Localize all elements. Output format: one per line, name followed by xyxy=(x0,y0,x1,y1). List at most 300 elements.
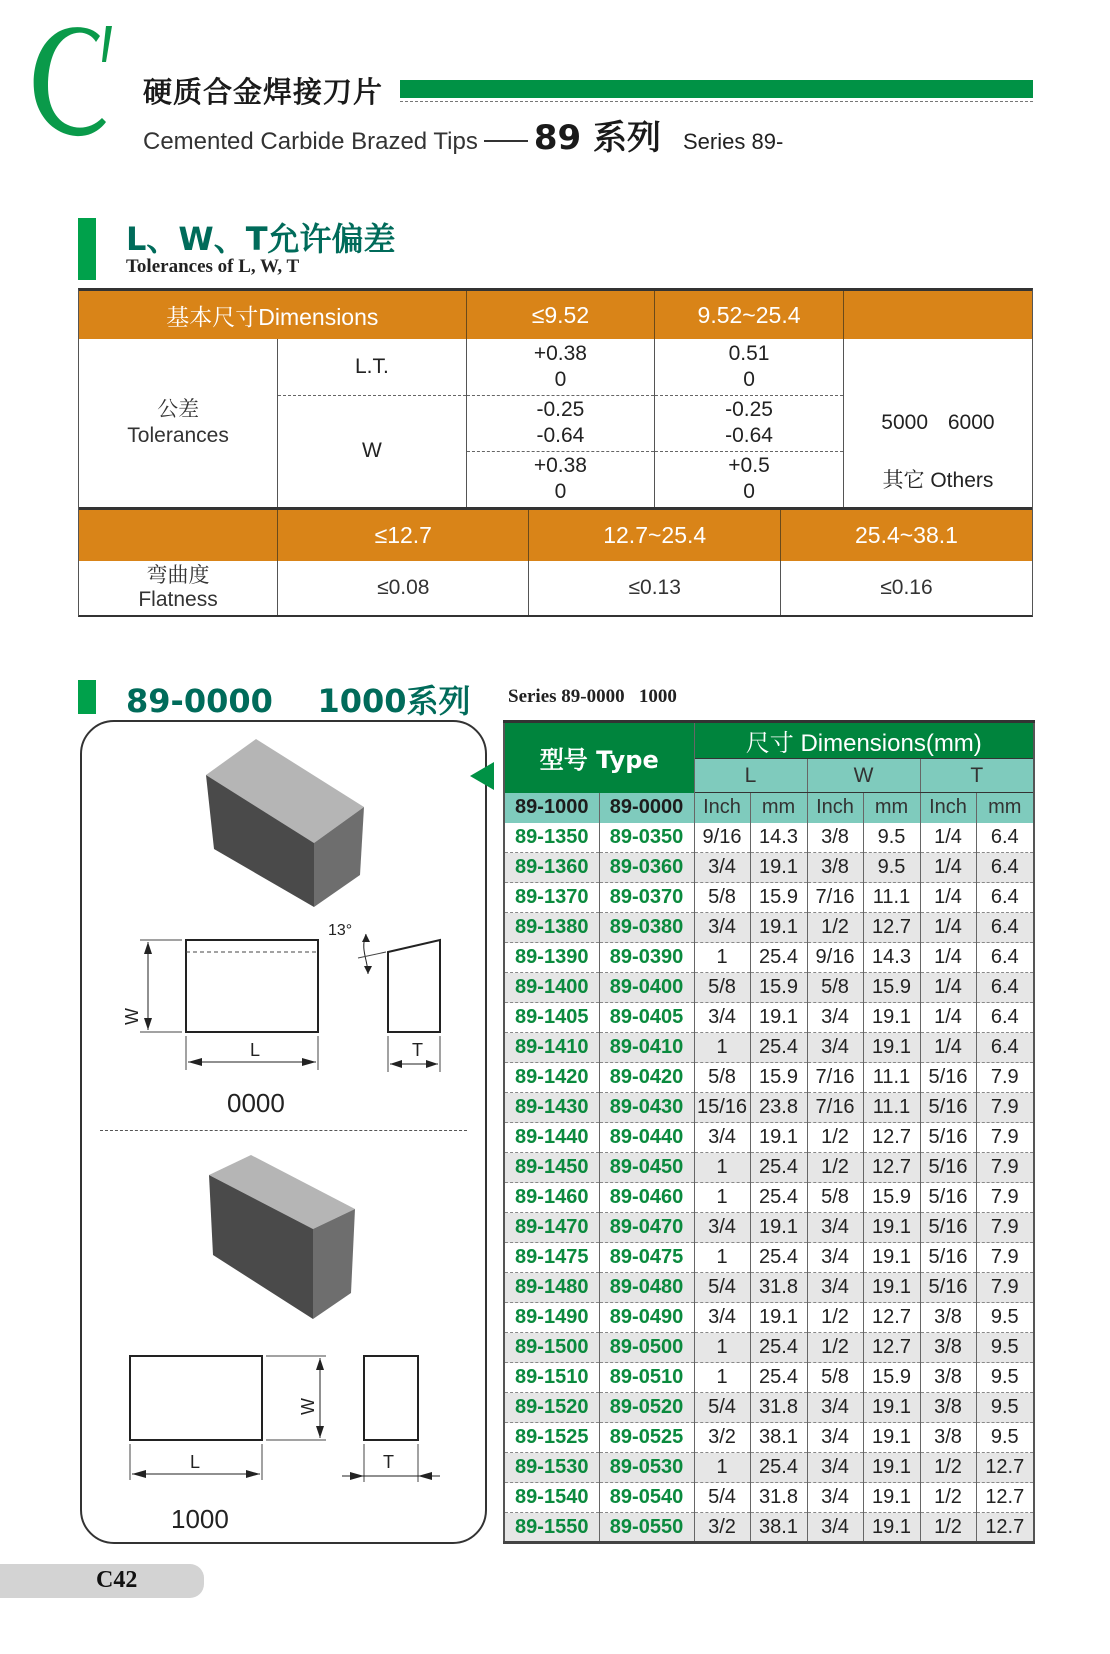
dimension-cell: 19.1 xyxy=(750,913,807,943)
dimension-cell: 1/2 xyxy=(807,1153,863,1183)
dimension-cell: 6.4 xyxy=(976,883,1034,913)
dimension-cell: 3/4 xyxy=(807,1243,863,1273)
page-number: C42 xyxy=(96,1567,138,1593)
type-code-cell: 89-0430 xyxy=(599,1093,694,1123)
dimension-cell: 3/4 xyxy=(694,1003,750,1033)
dimension-cell: 19.1 xyxy=(750,853,807,883)
dimension-cell: 3/2 xyxy=(694,1423,750,1453)
dimension-cell: 1/4 xyxy=(920,883,976,913)
table-row xyxy=(504,1303,1034,1333)
dimension-cell: 6.4 xyxy=(976,973,1034,1003)
sub-header-t: T xyxy=(920,759,1034,793)
value: +0.38 xyxy=(533,341,587,365)
angle-label: 13° xyxy=(328,922,353,939)
table-row xyxy=(504,853,1034,883)
dimension-cell: 1/2 xyxy=(920,1483,976,1513)
type-code-cell: 89-1530 xyxy=(504,1453,599,1483)
type-code-cell: 89-1540 xyxy=(504,1483,599,1513)
caption-1000: 1000 xyxy=(171,1504,229,1534)
dimension-cell: 31.8 xyxy=(750,1273,807,1303)
value: -0.64 xyxy=(536,424,585,447)
dimension-cell: 5/8 xyxy=(807,973,863,1003)
dimension-cell: 1 xyxy=(694,1333,750,1363)
dimension-cell: 3/4 xyxy=(807,1393,863,1423)
dimension-cell: 3/8 xyxy=(807,853,863,883)
header-range-1: ≤9.52 xyxy=(466,291,655,339)
dimension-cell: 1/2 xyxy=(807,1303,863,1333)
table-row xyxy=(504,913,1034,943)
dimension-cell: 1 xyxy=(694,1183,750,1213)
dimension-cell: 38.1 xyxy=(750,1423,807,1453)
dimension-cell: 12.7 xyxy=(976,1483,1034,1513)
type-code-cell: 89-0410 xyxy=(599,1033,694,1063)
series-title-big: 89 系列 xyxy=(533,118,661,158)
flatness-header-blank xyxy=(79,509,278,561)
flatness-value-1: ≤0.08 xyxy=(278,561,529,615)
type-code-cell: 89-0500 xyxy=(599,1333,694,1363)
sub-header-l: L xyxy=(694,759,807,793)
dimension-cell: 1/2 xyxy=(807,1123,863,1153)
type-code-cell: 89-1370 xyxy=(504,883,599,913)
dimension-cell: 19.1 xyxy=(863,1033,920,1063)
dimension-cell: 12.7 xyxy=(976,1513,1034,1543)
type-code-cell: 89-0520 xyxy=(599,1393,694,1423)
type-code-cell: 89-0360 xyxy=(599,853,694,883)
col-header: 89-1000 xyxy=(504,793,599,823)
dimension-cell: 19.1 xyxy=(863,1423,920,1453)
t-dim-label-0000: T xyxy=(412,1040,423,1060)
tip-1000-dimension-drawing xyxy=(120,1350,440,1500)
section-marker xyxy=(78,218,96,280)
dimension-cell: 12.7 xyxy=(863,1333,920,1363)
dimension-cell: 7.9 xyxy=(976,1063,1034,1093)
header-accent-bar xyxy=(400,80,1033,98)
dimension-cell: 25.4 xyxy=(750,1333,807,1363)
dimension-cell: 6.4 xyxy=(976,1003,1034,1033)
value: +0.38 xyxy=(533,454,587,478)
dimension-cell: 9.5 xyxy=(863,853,920,883)
dimension-cell: 5/16 xyxy=(920,1063,976,1093)
tolerance-table xyxy=(78,288,1033,617)
type-code-cell: 89-1520 xyxy=(504,1393,599,1423)
series-section-title: 89-0000 1000系列 xyxy=(126,682,471,720)
table-row xyxy=(504,1093,1034,1123)
dimension-cell: 5/8 xyxy=(694,973,750,1003)
value: -0.25 xyxy=(725,398,773,421)
w-dim-label-1000: W xyxy=(298,1398,318,1415)
section-marker xyxy=(78,680,96,714)
tolerances-label-cn: 公差 xyxy=(157,398,200,421)
type-code-cell: 89-1440 xyxy=(504,1123,599,1153)
table-row xyxy=(504,1063,1034,1093)
header-dashed-rule xyxy=(400,101,1033,102)
dimension-cell: 9/16 xyxy=(807,943,863,973)
dimension-cell: 15/16 xyxy=(694,1093,750,1123)
dimension-cell: 3/8 xyxy=(920,1423,976,1453)
series-section-subtitle: Series 89-0000 1000 xyxy=(508,686,677,707)
flatness-label-en: Flatness xyxy=(138,587,218,611)
dimension-cell: 3/2 xyxy=(694,1513,750,1543)
dimension-cell: 25.4 xyxy=(750,1363,807,1393)
dimension-cell: 1 xyxy=(694,1243,750,1273)
dimension-cell: 5/8 xyxy=(694,883,750,913)
value: 0 xyxy=(743,367,755,391)
dimension-cell: 25.4 xyxy=(750,1243,807,1273)
sub-header-w: W xyxy=(807,759,920,793)
table-row xyxy=(504,943,1034,973)
dimension-cell: 7.9 xyxy=(976,1153,1034,1183)
dimension-cell: 3/4 xyxy=(807,1483,863,1513)
dimension-cell: 15.9 xyxy=(863,973,920,1003)
tolerance-section-subtitle: Tolerances of L, W, T xyxy=(126,256,300,277)
dimension-cell: 5/16 xyxy=(920,1243,976,1273)
tolerances-label xyxy=(79,339,278,507)
dimension-cell: 3/8 xyxy=(920,1393,976,1423)
type-code-cell: 89-1510 xyxy=(504,1363,599,1393)
flatness-value-2: ≤0.13 xyxy=(529,561,781,615)
dimension-cell: 19.1 xyxy=(750,1213,807,1243)
type-code-cell: 89-0530 xyxy=(599,1453,694,1483)
page-number-tab xyxy=(0,1564,204,1598)
tolerance-section-title: L、W、T允许偏差 xyxy=(126,220,396,258)
dimension-cell: 14.3 xyxy=(863,943,920,973)
type-code-cell: 89-1410 xyxy=(504,1033,599,1063)
dimension-cell: 7/16 xyxy=(807,1063,863,1093)
dimension-cell: 19.1 xyxy=(863,1003,920,1033)
dimension-cell: 1/4 xyxy=(920,1033,976,1063)
dimension-cell: 1/4 xyxy=(920,1003,976,1033)
type-code-cell: 89-1550 xyxy=(504,1513,599,1543)
dimension-cell: 12.7 xyxy=(863,1303,920,1333)
dimension-cell: 1/4 xyxy=(920,973,976,1003)
dimension-cell: 6.4 xyxy=(976,943,1034,973)
l-dim-label-0000: L xyxy=(250,1040,261,1060)
flatness-label-cn: 弯曲度 xyxy=(146,563,210,587)
dimension-cell: 1/2 xyxy=(920,1513,976,1543)
dimension-cell: 19.1 xyxy=(863,1243,920,1273)
dimension-cell: 19.1 xyxy=(750,1003,807,1033)
type-code-cell: 89-0470 xyxy=(599,1213,694,1243)
dimension-cell: 1/2 xyxy=(920,1453,976,1483)
dimension-cell: 5/8 xyxy=(694,1063,750,1093)
dimension-cell: 15.9 xyxy=(863,1183,920,1213)
grade-note-others: 其它 Others xyxy=(882,469,994,492)
dimension-cell: 5/16 xyxy=(920,1123,976,1153)
dimension-cell: 5/4 xyxy=(694,1483,750,1513)
dimension-cell: 1 xyxy=(694,943,750,973)
table-row xyxy=(504,1453,1034,1483)
type-code-cell: 89-0460 xyxy=(599,1183,694,1213)
dimension-cell: 7/16 xyxy=(807,1093,863,1123)
tip-0000-3d-icon xyxy=(190,735,390,915)
dimension-cell: 1/2 xyxy=(807,913,863,943)
dimension-cell: 5/16 xyxy=(920,1153,976,1183)
table-row xyxy=(504,823,1034,853)
dimension-cell: 5/4 xyxy=(694,1393,750,1423)
dimension-cell: 3/4 xyxy=(694,913,750,943)
type-code-cell: 89-0380 xyxy=(599,913,694,943)
dimension-cell: 25.4 xyxy=(750,943,807,973)
dimension-cell: 7.9 xyxy=(976,1183,1034,1213)
dimension-cell: 19.1 xyxy=(863,1453,920,1483)
table-row xyxy=(504,1423,1034,1453)
dimension-cell: 19.1 xyxy=(863,1513,920,1543)
w-range2-grade xyxy=(655,395,844,451)
lt-range2 xyxy=(655,339,844,395)
table-row xyxy=(504,973,1034,1003)
flatness-value-3: ≤0.16 xyxy=(880,575,933,599)
w-range2-others xyxy=(655,451,844,507)
dimension-cell: 1 xyxy=(694,1363,750,1393)
dimension-cell: 3/4 xyxy=(694,1123,750,1153)
type-code-cell: 89-1490 xyxy=(504,1303,599,1333)
dimension-cell: 3/8 xyxy=(920,1363,976,1393)
table-row xyxy=(504,1183,1034,1213)
col-header: mm xyxy=(863,793,920,823)
dimension-cell: 1 xyxy=(694,1453,750,1483)
tip-1000-3d-icon xyxy=(205,1155,365,1325)
dimension-cell: 1/4 xyxy=(920,823,976,853)
type-code-cell: 89-0350 xyxy=(599,823,694,853)
lt-note xyxy=(843,339,1032,395)
catalog-title-en: Cemented Carbide Brazed Tips xyxy=(143,128,478,155)
type-code-cell: 89-1475 xyxy=(504,1243,599,1273)
value: -0.25 xyxy=(536,398,585,421)
type-code-cell: 89-1500 xyxy=(504,1333,599,1363)
type-code-cell: 89-0390 xyxy=(599,943,694,973)
dimension-cell: 15.9 xyxy=(863,1363,920,1393)
dimension-cell: 7.9 xyxy=(976,1243,1034,1273)
dimension-cell: 15.9 xyxy=(750,883,807,913)
type-code-cell: 89-0550 xyxy=(599,1513,694,1543)
dimension-cell: 9.5 xyxy=(976,1363,1034,1393)
col-header: 89-0000 xyxy=(599,793,694,823)
type-code-cell: 89-1380 xyxy=(504,913,599,943)
table-row xyxy=(504,1213,1034,1243)
dimension-cell: 3/4 xyxy=(807,1273,863,1303)
dimension-cell: 1/4 xyxy=(920,913,976,943)
lt-range1 xyxy=(466,339,655,395)
type-code-cell: 89-1470 xyxy=(504,1213,599,1243)
dimension-cell: 6.4 xyxy=(976,853,1034,883)
series-title-small: Series 89- xyxy=(683,129,784,154)
col-header: mm xyxy=(750,793,807,823)
dimension-cell: 12.7 xyxy=(863,913,920,943)
title-dash-rule xyxy=(484,140,528,142)
value: +0.5 xyxy=(728,454,770,478)
dimension-cell: 7.9 xyxy=(976,1273,1034,1303)
dimension-cell: 5/8 xyxy=(807,1363,863,1393)
table-row xyxy=(504,1123,1034,1153)
type-code-cell: 89-0480 xyxy=(599,1273,694,1303)
dimension-cell: 9.5 xyxy=(976,1423,1034,1453)
type-code-cell: 89-1480 xyxy=(504,1273,599,1303)
dimension-cell: 7/16 xyxy=(807,883,863,913)
value: 0 xyxy=(554,367,567,391)
col-header: Inch xyxy=(694,793,750,823)
dimension-cell: 3/8 xyxy=(807,823,863,853)
col-header: Inch xyxy=(807,793,863,823)
header-range-2: 9.52~25.4 xyxy=(655,291,844,339)
type-code-cell: 89-0405 xyxy=(599,1003,694,1033)
dimension-cell: 7.9 xyxy=(976,1123,1034,1153)
flatness-range-2: 12.7~25.4 xyxy=(529,509,781,561)
dimension-cell: 25.4 xyxy=(750,1033,807,1063)
table-row xyxy=(504,883,1034,913)
dimension-cell: 11.1 xyxy=(863,1063,920,1093)
dimension-cell: 9.5 xyxy=(976,1303,1034,1333)
header-dimensions: 基本尺寸Dimensions xyxy=(79,291,466,339)
type-code-cell: 89-1390 xyxy=(504,943,599,973)
value: 0 xyxy=(743,480,755,504)
table-row xyxy=(504,1033,1034,1063)
col-header: mm xyxy=(976,793,1034,823)
value: 0.51 xyxy=(728,341,770,365)
table-row xyxy=(504,1363,1034,1393)
dimension-cell: 3/4 xyxy=(807,1003,863,1033)
dimension-cell: 15.9 xyxy=(750,973,807,1003)
value: 0 xyxy=(554,480,567,504)
pointer-triangle-icon xyxy=(470,762,494,790)
dimension-cell: 5/16 xyxy=(920,1183,976,1213)
dimension-cell: 23.8 xyxy=(750,1093,807,1123)
type-code-cell: 89-0490 xyxy=(599,1303,694,1333)
dimension-cell: 1/4 xyxy=(920,853,976,883)
table-row xyxy=(504,1273,1034,1303)
dimension-cell: 9/16 xyxy=(694,823,750,853)
type-code-cell: 89-1350 xyxy=(504,823,599,853)
w-range1-grade xyxy=(466,395,655,451)
dimension-cell: 3/4 xyxy=(807,1033,863,1063)
type-code-cell: 89-0370 xyxy=(599,883,694,913)
l-dim-label-1000: L xyxy=(190,1452,201,1472)
dimension-cell: 12.7 xyxy=(863,1123,920,1153)
dimension-cell: 9.5 xyxy=(863,823,920,853)
type-code-cell: 89-1525 xyxy=(504,1423,599,1453)
catalog-title-en-row xyxy=(143,110,783,159)
header-range-3 xyxy=(843,291,1032,339)
dimension-cell: 9.5 xyxy=(976,1333,1034,1363)
col-header: Inch xyxy=(920,793,976,823)
w-range1-others xyxy=(466,451,655,507)
dimension-cell: 5/8 xyxy=(807,1183,863,1213)
dimension-cell: 1 xyxy=(694,1153,750,1183)
type-code-cell: 89-0400 xyxy=(599,973,694,1003)
grade-note-5000-6000: 5000 6000 xyxy=(881,411,995,434)
type-header: 型号 Type xyxy=(504,722,694,793)
type-code-cell: 89-0525 xyxy=(599,1423,694,1453)
spec-table-body xyxy=(504,823,1034,1543)
dimension-cell: 14.3 xyxy=(750,823,807,853)
dimension-cell: 38.1 xyxy=(750,1513,807,1543)
caption-0000: 0000 xyxy=(227,1088,285,1118)
w-dim-label-0000: W xyxy=(122,1008,142,1025)
dimension-cell: 19.1 xyxy=(863,1273,920,1303)
spec-table xyxy=(503,720,1035,1544)
column-header-row xyxy=(504,793,1034,823)
dimension-cell: 19.1 xyxy=(863,1213,920,1243)
dimension-cell: 6.4 xyxy=(976,913,1034,943)
t-dim-label-1000: T xyxy=(383,1452,394,1472)
dimension-cell: 7.9 xyxy=(976,1093,1034,1123)
dimension-cell: 25.4 xyxy=(750,1453,807,1483)
table-row xyxy=(504,1393,1034,1423)
dimension-cell: 3/8 xyxy=(920,1303,976,1333)
catalog-title-cn: 硬质合金焊接刀片 xyxy=(143,75,384,109)
type-code-cell: 89-0475 xyxy=(599,1243,694,1273)
type-code-cell: 89-1430 xyxy=(504,1093,599,1123)
flatness-label xyxy=(79,561,278,615)
dimension-cell: 12.7 xyxy=(863,1153,920,1183)
dimension-cell: 3/4 xyxy=(694,1213,750,1243)
dimension-cell: 25.4 xyxy=(750,1183,807,1213)
dimension-cell: 19.1 xyxy=(750,1123,807,1153)
c-letter-logo xyxy=(22,22,122,142)
type-code-cell: 89-1420 xyxy=(504,1063,599,1093)
table-row xyxy=(504,1243,1034,1273)
type-code-cell: 89-0510 xyxy=(599,1363,694,1393)
dimension-cell: 6.4 xyxy=(976,823,1034,853)
dimension-cell: 12.7 xyxy=(976,1453,1034,1483)
tolerances-label-en: Tolerances xyxy=(127,424,229,447)
type-code-cell: 89-1450 xyxy=(504,1153,599,1183)
dimension-cell: 25.4 xyxy=(750,1153,807,1183)
dimension-cell: 1/2 xyxy=(807,1333,863,1363)
dimension-cell: 3/4 xyxy=(807,1453,863,1483)
type-code-cell: 89-0440 xyxy=(599,1123,694,1153)
type-code-cell: 89-1460 xyxy=(504,1183,599,1213)
dimension-cell: 7.9 xyxy=(976,1213,1034,1243)
table-row xyxy=(504,1513,1034,1543)
value: -0.64 xyxy=(725,424,773,447)
dimension-cell: 31.8 xyxy=(750,1483,807,1513)
flatness-range-3: 25.4~38.1 xyxy=(780,509,1032,561)
dimension-cell: 3/4 xyxy=(694,1303,750,1333)
drawing-divider xyxy=(100,1130,467,1131)
table-row xyxy=(504,1483,1034,1513)
dimension-cell: 19.1 xyxy=(863,1393,920,1423)
dimension-cell: 31.8 xyxy=(750,1393,807,1423)
flatness-range-1: ≤12.7 xyxy=(278,509,529,561)
dimension-cell: 1 xyxy=(694,1033,750,1063)
type-code-cell: 89-0420 xyxy=(599,1063,694,1093)
type-code-cell: 89-1405 xyxy=(504,1003,599,1033)
table-row xyxy=(504,1003,1034,1033)
dimension-cell: 9.5 xyxy=(976,1393,1034,1423)
type-code-cell: 89-0450 xyxy=(599,1153,694,1183)
param-w: W xyxy=(278,395,466,507)
dimension-cell: 15.9 xyxy=(750,1063,807,1093)
dimension-cell: 3/4 xyxy=(807,1513,863,1543)
dimension-cell: 5/16 xyxy=(920,1273,976,1303)
param-lt: L.T. xyxy=(278,339,466,395)
dimension-cell: 3/4 xyxy=(694,853,750,883)
dimension-cell: 5/16 xyxy=(920,1213,976,1243)
dimension-cell: 11.1 xyxy=(863,1093,920,1123)
table-row xyxy=(504,1333,1034,1363)
type-code-cell: 89-1360 xyxy=(504,853,599,883)
type-code-cell: 89-1400 xyxy=(504,973,599,1003)
dimension-cell: 19.1 xyxy=(750,1303,807,1333)
dimension-cell: 3/4 xyxy=(807,1213,863,1243)
dimension-cell: 5/4 xyxy=(694,1273,750,1303)
type-code-cell: 89-0540 xyxy=(599,1483,694,1513)
dimension-cell: 1/4 xyxy=(920,943,976,973)
dimension-cell: 5/16 xyxy=(920,1093,976,1123)
dimension-cell: 6.4 xyxy=(976,1033,1034,1063)
dimension-cell: 3/4 xyxy=(807,1423,863,1453)
dimension-cell: 19.1 xyxy=(863,1483,920,1513)
